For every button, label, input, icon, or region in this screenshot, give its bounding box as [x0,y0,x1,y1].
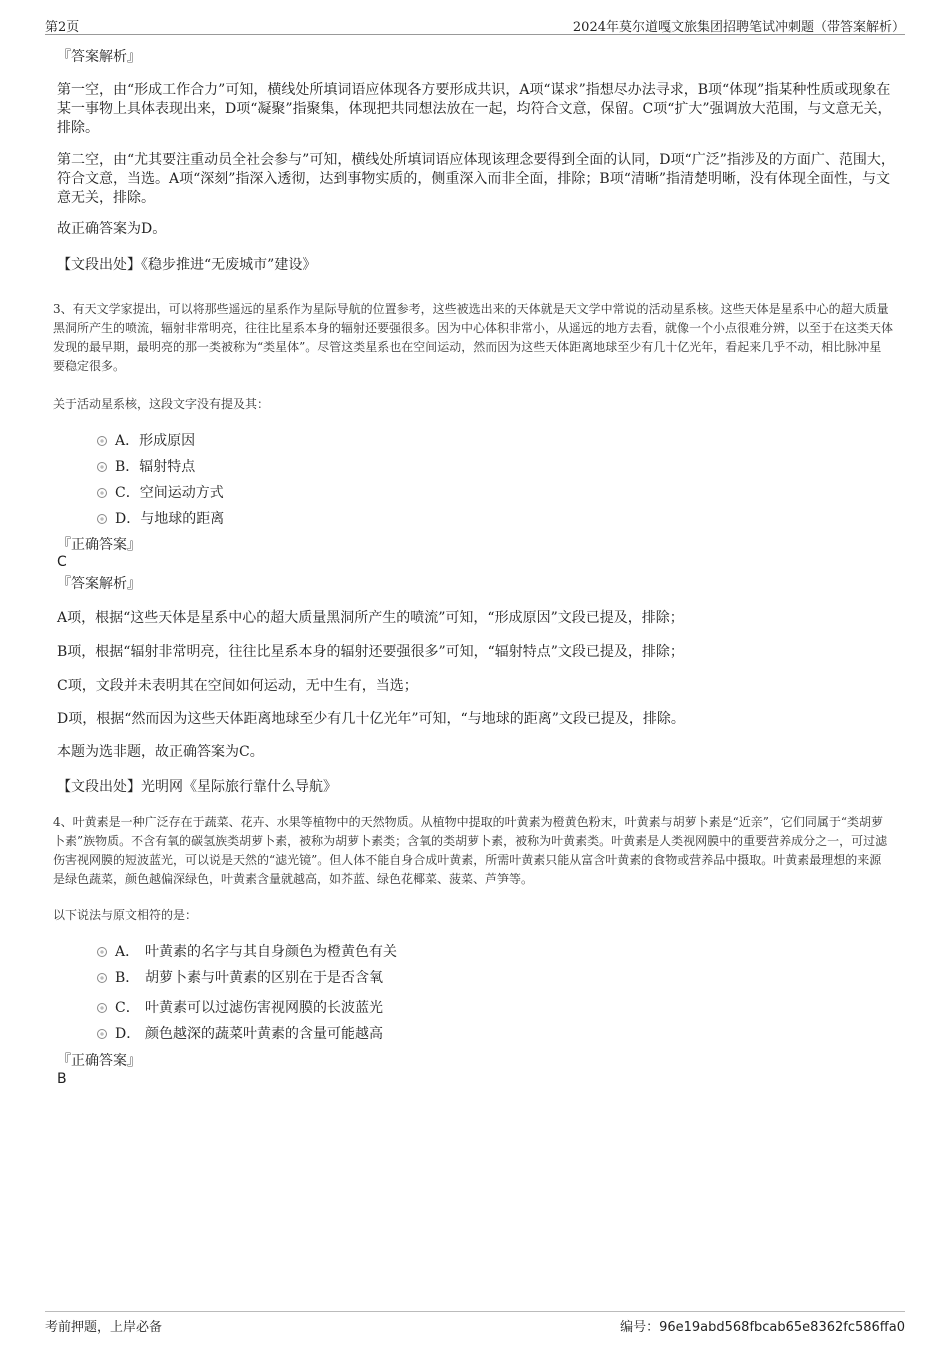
page-footer [45,1311,905,1335]
radio-icon[interactable] [97,1003,107,1013]
q3-option-b[interactable]: B．辐射特点 [97,456,195,476]
q3-option-d[interactable]: D．与地球的距离 [97,508,224,528]
q2-source: 【文段出处】《稳步推进“无废城市”建设》 [57,257,317,273]
q3-passage: 3、有天文学家提出，可以将那些遥远的星系作为星际导航的位置参考，这些被选出来的天体就是天文学中常说的活动星系核。这些天体是星系中心的超大质量黑洞所产生的喷流，辐射非常明亮，往往比星系本身的辐射还要强很多。因为中心体积非常小，从遥远的地方去看，就像一个小点很难分辨，以至于在这类天体发现的最早期，最明亮的那一类被称为“类星体”。尽管这类星系也在空间运动，然而因为这些天体距离地球至少有几十亿光年，看起来几乎不动，相比脉冲星要稳定很多。 [53,302,894,373]
q4-passage: 4、叶黄素是一种广泛存在于蔬菜、花卉、水果等植物中的天然物质。从植物中提取的叶黄素为橙黄色粉末，叶黄素与胡萝卜素是“近亲”，它们同属于“类胡萝卜素”族物质。不含有氧的碳氢族类胡萝卜素，被称为胡萝卜素类；含氧的类胡萝卜素，被称为叶黄素类。叶黄素是人类视网膜中的重要营养成分之一，可过滤伤害视网膜的短波蓝光，可以说是天然的“滤光镜”。但人体不能自身合成叶黄素，所需叶黄素只能从富含叶黄素的食物或营养品中摄取。叶黄素最理想的来源是绿色蔬菜，颜色越偏深绿色，叶黄素含量就越高，如芥蓝、绿色花椰菜、菠菜、芦笋等。 [53,815,888,886]
q2-analysis-para2: 第二空，由“尤其要注重动员全社会参与”可知，横线处所填词语应体现该理念要得到全面的认同，D项“广泛”指涉及的方面广、范围大，符合文意，当选。A项“深刻”指深入透彻，达到事物实质的，侧重深入而非全面，排除；B项“清晰”指清楚明晰，没有体现全面性，与文意无关，排除。 [57,152,895,206]
document-title: 2024年莫尔道嘎文旅集团招聘笔试冲刺题（带答案解析） [572,20,905,35]
q3-analysis-c: C项，文段并未表明其在空间如何运动，无中生有，当选； [57,678,418,694]
q4-option-d[interactable]: D． 颜色越深的蔬菜叶黄素的含量可能越高 [97,1023,383,1043]
radio-icon[interactable] [97,947,107,957]
radio-icon[interactable] [97,973,107,983]
footer-slogan: 考前押题，上岸必备 [45,1320,163,1335]
q2-analysis-label: 『答案解析』 [57,49,141,65]
q3-option-a[interactable]: A．形成原因 [97,430,195,450]
q4-answer: B [57,1071,67,1087]
q2-conclusion: 故正确答案为D。 [57,221,167,237]
q4-option-c[interactable]: C． 叶黄素可以过滤伤害视网膜的长波蓝光 [97,997,383,1017]
page-header [45,14,905,35]
q4-option-b[interactable]: B． 胡萝卜素与叶黄素的区别在于是否含氧 [97,967,383,987]
q3-analysis-label: 『答案解析』 [57,576,141,592]
q3-conclusion: 本题为选非题，故正确答案为C。 [57,744,264,760]
q4-answer-label: 『正确答案』 [57,1053,141,1069]
q3-answer-label: 『正确答案』 [57,537,141,553]
radio-icon[interactable] [97,462,107,472]
q3-option-c[interactable]: C．空间运动方式 [97,482,224,502]
document-id: 编号：96e19abd568fbcab65e8362fc586ffa0 [620,1320,905,1335]
q3-analysis-b: B项，根据“辐射非常明亮，往往比星系本身的辐射还要强很多”可知，“辐射特点”文段已提及，排除； [57,644,684,660]
q2-analysis-para1: 第一空，由“形成工作合力”可知，横线处所填词语应体现各方要形成共识，A项“谋求”指想尽办法寻求，B项“体现”指某种性质或现象在某一事物上具体表现出来，D项“凝聚”指聚集，体现把共同想法放在一起，均符合文意，保留。C项“扩大”强调放大范围，与文意无关，排除。 [57,82,892,136]
q3-source: 【文段出处】光明网《星际旅行靠什么导航》 [57,779,337,795]
radio-icon[interactable] [97,514,107,524]
q3-analysis-a: A项，根据“这些天体是星系中心的超大质量黑洞所产生的喷流”可知，“形成原因”文段已提及，排除； [57,610,684,626]
radio-icon[interactable] [97,488,107,498]
radio-icon[interactable] [97,1029,107,1039]
q4-question: 以下说法与原文相符的是： [53,908,198,922]
q3-question: 关于活动星系核，这段文字没有提及其： [53,397,270,411]
page-number: 第2页 [45,20,80,35]
q3-answer: C [57,554,67,570]
q4-option-a[interactable]: A． 叶黄素的名字与其自身颜色为橙黄色有关 [97,941,397,961]
radio-icon[interactable] [97,436,107,446]
q3-analysis-d: D项，根据“然而因为这些天体距离地球至少有几十亿光年”可知，“与地球的距离”文段已提及，排除。 [57,711,685,727]
